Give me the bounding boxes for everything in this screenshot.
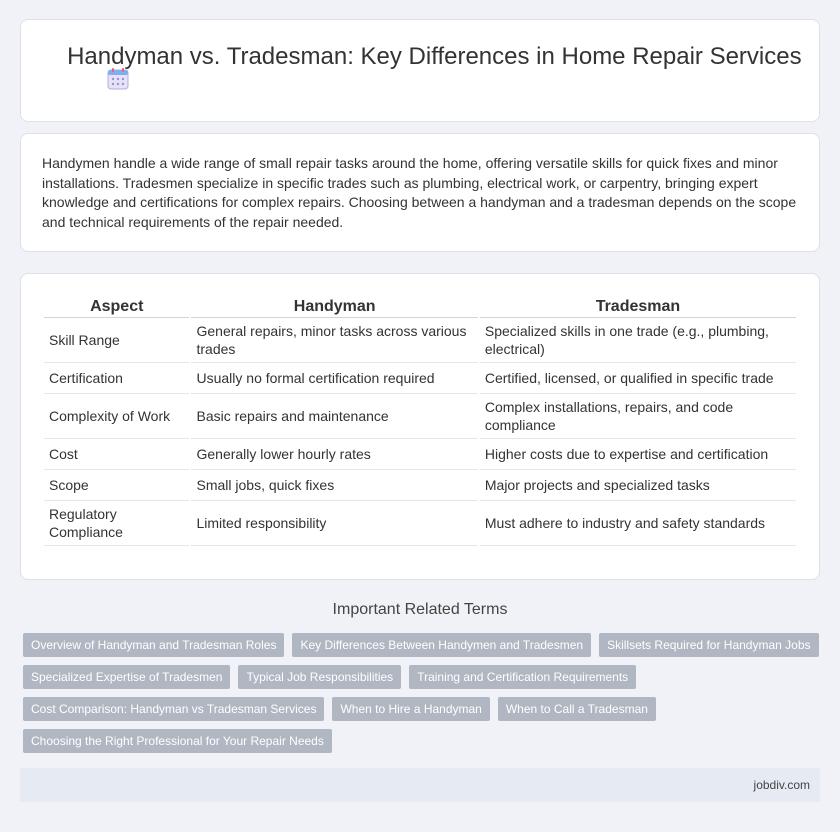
term-tag[interactable]: Cost Comparison: Handyman vs Tradesman Services bbox=[23, 697, 324, 721]
table-cell: Specialized skills in one trade (e.g., plumbing, electrical) bbox=[480, 318, 796, 363]
footer-site-link[interactable]: jobdiv.com bbox=[753, 778, 810, 792]
related-terms-list bbox=[23, 633, 823, 761]
table-row bbox=[44, 439, 796, 470]
term-tag[interactable]: Typical Job Responsibilities bbox=[238, 665, 401, 689]
term-tag[interactable]: Training and Certification Requirements bbox=[409, 665, 636, 689]
term-tag[interactable]: Key Differences Between Handymen and Tradesmen bbox=[292, 633, 591, 657]
table-cell: Cost bbox=[44, 439, 189, 470]
table-cell: Major projects and specialized tasks bbox=[480, 470, 796, 501]
table-cell: Complex installations, repairs, and code compliance bbox=[480, 394, 796, 439]
table-cell: General repairs, minor tasks across various trades bbox=[191, 318, 477, 363]
table-cell: Certified, licensed, or qualified in specific trade bbox=[480, 363, 796, 394]
table-cell: Basic repairs and maintenance bbox=[191, 394, 477, 439]
intro-card bbox=[20, 133, 820, 252]
page-title: Handyman vs. Tradesman: Key Differences in Home Repair Services bbox=[67, 43, 802, 70]
table-cell: Usually no formal certification required bbox=[191, 363, 477, 394]
table-cell: Skill Range bbox=[44, 318, 189, 363]
intro-paragraph: Handymen handle a wide range of small repair tasks around the home, offering versatile skills for quick fixes and minor installations. Tradesmen specialize in specific trades such as plumbing, electrical work, or carpentry, bringing expert knowledge and certifications for complex repairs. Choosing between a handyman and a tradesman depends on the scope and technical requirements of the repair needed. bbox=[42, 155, 797, 230]
table-header-row bbox=[44, 296, 796, 318]
table-cell: Scope bbox=[44, 470, 189, 501]
term-tag[interactable]: Choosing the Right Professional for Your Repair Needs bbox=[23, 729, 332, 753]
table-cell: Certification bbox=[44, 363, 189, 394]
table-cell: Regulatory Compliance bbox=[44, 501, 189, 546]
comparison-card bbox=[20, 273, 820, 580]
term-tag[interactable]: Overview of Handyman and Tradesman Roles bbox=[23, 633, 284, 657]
table-row bbox=[44, 394, 796, 439]
footer bbox=[20, 768, 820, 802]
term-tag[interactable]: When to Call a Tradesman bbox=[498, 697, 656, 721]
term-tag[interactable]: Skillsets Required for Handyman Jobs bbox=[599, 633, 818, 657]
table-cell: Generally lower hourly rates bbox=[191, 439, 477, 470]
table-cell: Small jobs, quick fixes bbox=[191, 470, 477, 501]
table-cell: Complexity of Work bbox=[44, 394, 189, 439]
header-handyman: Handyman bbox=[191, 296, 477, 318]
table-row bbox=[44, 470, 796, 501]
calendar-icon bbox=[107, 68, 129, 90]
table-cell: Limited responsibility bbox=[191, 501, 477, 546]
table-row bbox=[44, 318, 796, 363]
header-card bbox=[20, 19, 820, 122]
header-tradesman: Tradesman bbox=[480, 296, 796, 318]
table-cell: Higher costs due to expertise and certification bbox=[480, 439, 796, 470]
table-row bbox=[44, 501, 796, 546]
term-tag[interactable]: When to Hire a Handyman bbox=[332, 697, 489, 721]
table-cell: Must adhere to industry and safety standards bbox=[480, 501, 796, 546]
table-row bbox=[44, 363, 796, 394]
term-tag[interactable]: Specialized Expertise of Tradesmen bbox=[23, 665, 230, 689]
comparison-table bbox=[42, 296, 798, 546]
related-terms-title: Important Related Terms bbox=[332, 601, 508, 618]
header-aspect: Aspect bbox=[44, 296, 189, 318]
